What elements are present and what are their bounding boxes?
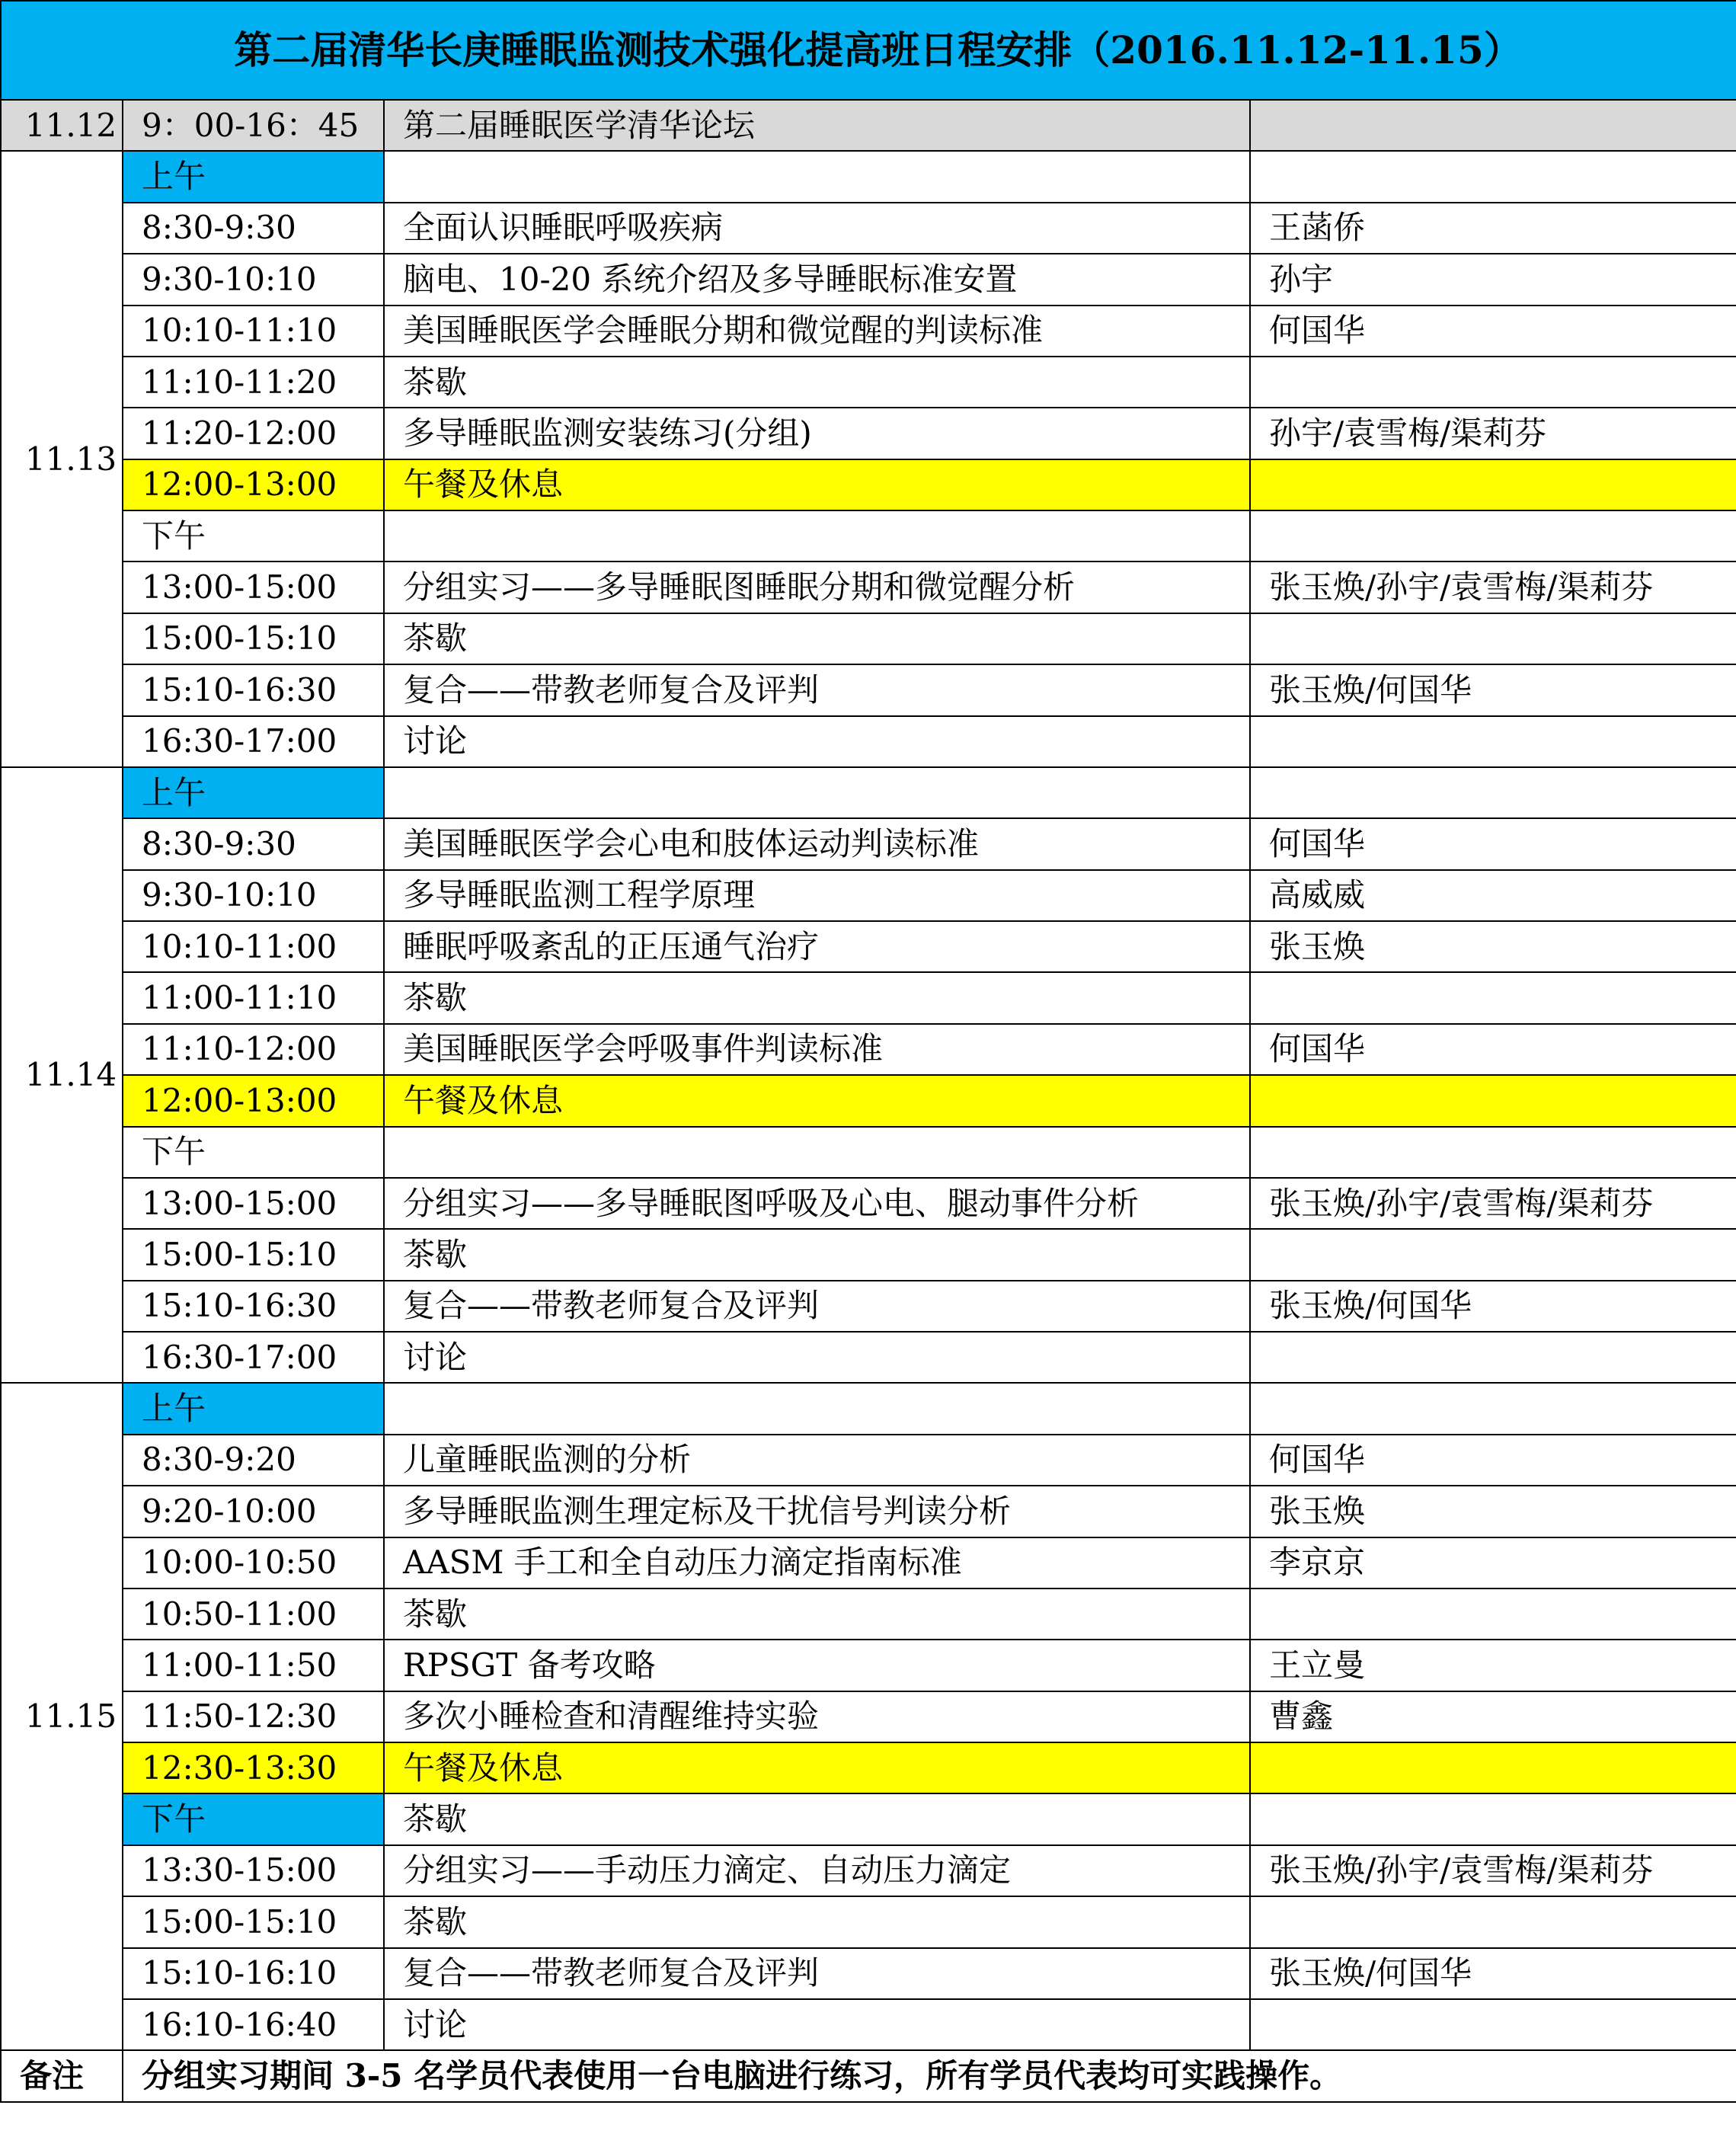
topic-cell: 脑电、10-20 系统介绍及多导睡眠标准安置 <box>384 254 1250 305</box>
forum-time: 9：00-16：45 <box>123 100 384 151</box>
schedule-row <box>1 357 1736 408</box>
note-text: 分组实习期间 3-5 名学员代表使用一台电脑进行练习，所有学员代表均可实践操作。 <box>123 2050 1736 2102</box>
topic-cell <box>384 1127 1250 1178</box>
schedule-row <box>1 459 1736 510</box>
time-slot: 12:00-13:00 <box>123 459 384 510</box>
time-slot: 12:30-13:30 <box>123 1742 384 1793</box>
schedule-row <box>1 254 1736 305</box>
time-slot: 下午 <box>123 510 384 561</box>
topic-cell: 美国睡眠医学会心电和肢体运动判读标准 <box>384 818 1250 869</box>
schedule-row <box>1 1999 1736 2050</box>
speaker-cell <box>1250 459 1736 510</box>
time-slot: 9:20-10:00 <box>123 1486 384 1537</box>
topic-cell: 茶歇 <box>384 972 1250 1023</box>
speaker-cell <box>1250 357 1736 408</box>
time-slot: 15:00-15:10 <box>123 1229 384 1280</box>
time-slot: 13:30-15:00 <box>123 1845 384 1896</box>
time-slot: 13:00-15:00 <box>123 1178 384 1229</box>
topic-cell: 多次小睡检查和清醒维持实验 <box>384 1691 1250 1742</box>
schedule-row <box>1 1948 1736 1999</box>
topic-cell: 多导睡眠监测生理定标及干扰信号判读分析 <box>384 1486 1250 1537</box>
speaker-cell: 张玉焕/孙宇/袁雪梅/渠莉芬 <box>1250 1178 1736 1229</box>
topic-cell: 讨论 <box>384 1999 1250 2050</box>
session-label: 下午 <box>123 1793 384 1844</box>
speaker-cell: 何国华 <box>1250 1024 1736 1075</box>
time-slot: 11:00-11:50 <box>123 1640 384 1691</box>
speaker-cell: 高威威 <box>1250 870 1736 921</box>
speaker-cell <box>1250 1742 1736 1793</box>
speaker-cell <box>1250 1229 1736 1280</box>
topic-cell: 美国睡眠医学会睡眠分期和微觉醒的判读标准 <box>384 306 1250 357</box>
schedule-row <box>1 613 1736 664</box>
schedule-row <box>1 1589 1736 1640</box>
speaker-cell: 张玉焕/孙宇/袁雪梅/渠莉芬 <box>1250 561 1736 613</box>
time-slot: 13:00-15:00 <box>123 561 384 613</box>
schedule-row <box>1 1435 1736 1486</box>
topic-cell: 午餐及休息 <box>384 1742 1250 1793</box>
forum-speaker <box>1250 100 1736 151</box>
time-slot: 8:30-9:30 <box>123 818 384 869</box>
speaker-cell <box>1250 972 1736 1023</box>
topic-cell: 分组实习——多导睡眠图睡眠分期和微觉醒分析 <box>384 561 1250 613</box>
time-slot: 15:10-16:30 <box>123 1281 384 1332</box>
time-slot: 11:00-11:10 <box>123 972 384 1023</box>
note-row <box>1 2050 1736 2102</box>
schedule-row <box>1 561 1736 613</box>
time-slot: 16:30-17:00 <box>123 1332 384 1383</box>
topic-cell: 茶歇 <box>384 1793 1250 1844</box>
schedule-row <box>1 1178 1736 1229</box>
topic-cell: 儿童睡眠监测的分析 <box>384 1435 1250 1486</box>
speaker-cell: 孙宇 <box>1250 254 1736 305</box>
topic-cell: 茶歇 <box>384 357 1250 408</box>
speaker-cell: 王菡侨 <box>1250 203 1736 254</box>
speaker-cell: 孙宇/袁雪梅/渠莉芬 <box>1250 408 1736 459</box>
topic-cell: 讨论 <box>384 1332 1250 1383</box>
speaker-cell: 张玉焕 <box>1250 921 1736 972</box>
time-slot: 15:00-15:10 <box>123 1896 384 1947</box>
speaker-cell: 张玉焕 <box>1250 1486 1736 1537</box>
topic-cell: 茶歇 <box>384 1896 1250 1947</box>
topic-cell <box>384 510 1250 561</box>
speaker-cell <box>1250 1589 1736 1640</box>
topic-cell: 分组实习——手动压力滴定、自动压力滴定 <box>384 1845 1250 1896</box>
time-slot: 8:30-9:20 <box>123 1435 384 1486</box>
time-slot: 15:10-16:30 <box>123 664 384 715</box>
day-date: 11.13 <box>1 151 123 767</box>
speaker-cell: 曹鑫 <box>1250 1691 1736 1742</box>
schedule-row <box>1 664 1736 715</box>
time-slot: 11:20-12:00 <box>123 408 384 459</box>
day-date: 11.14 <box>1 767 123 1384</box>
schedule-row <box>1 1793 1736 1844</box>
topic-cell: 复合——带教老师复合及评判 <box>384 1281 1250 1332</box>
topic-cell: AASM 手工和全自动压力滴定指南标准 <box>384 1537 1250 1589</box>
topic-cell <box>384 151 1250 202</box>
schedule-row <box>1 151 1736 202</box>
speaker-cell: 何国华 <box>1250 1435 1736 1486</box>
note-label: 备注 <box>1 2050 123 2102</box>
topic-cell: 复合——带教老师复合及评判 <box>384 664 1250 715</box>
speaker-cell: 张玉焕/孙宇/袁雪梅/渠莉芬 <box>1250 1845 1736 1896</box>
speaker-cell <box>1250 767 1736 818</box>
time-slot: 16:30-17:00 <box>123 716 384 767</box>
speaker-cell <box>1250 1075 1736 1126</box>
speaker-cell: 张玉焕/何国华 <box>1250 664 1736 715</box>
schedule-row <box>1 972 1736 1023</box>
time-slot: 10:50-11:00 <box>123 1589 384 1640</box>
schedule-row <box>1 767 1736 818</box>
topic-cell: 美国睡眠医学会呼吸事件判读标准 <box>384 1024 1250 1075</box>
schedule-row <box>1 408 1736 459</box>
schedule-row <box>1 1024 1736 1075</box>
topic-cell: 讨论 <box>384 716 1250 767</box>
speaker-cell <box>1250 1793 1736 1844</box>
speaker-cell: 李京京 <box>1250 1537 1736 1589</box>
schedule-row <box>1 1640 1736 1691</box>
time-slot: 12:00-13:00 <box>123 1075 384 1126</box>
speaker-cell <box>1250 1999 1736 2050</box>
time-slot: 10:10-11:10 <box>123 306 384 357</box>
schedule-row <box>1 1691 1736 1742</box>
time-slot: 15:00-15:10 <box>123 613 384 664</box>
time-slot: 11:10-11:20 <box>123 357 384 408</box>
speaker-cell <box>1250 613 1736 664</box>
speaker-cell: 何国华 <box>1250 818 1736 869</box>
topic-cell <box>384 767 1250 818</box>
topic-cell: 多导睡眠监测安装练习(分组) <box>384 408 1250 459</box>
time-slot: 9:30-10:10 <box>123 870 384 921</box>
topic-cell: 分组实习——多导睡眠图呼吸及心电、腿动事件分析 <box>384 1178 1250 1229</box>
speaker-cell <box>1250 510 1736 561</box>
schedule-row <box>1 1332 1736 1383</box>
topic-cell: 全面认识睡眠呼吸疾病 <box>384 203 1250 254</box>
schedule-row <box>1 203 1736 254</box>
forum-row <box>1 100 1736 151</box>
forum-date: 11.12 <box>1 100 123 151</box>
topic-cell: 茶歇 <box>384 1589 1250 1640</box>
speaker-cell <box>1250 151 1736 202</box>
schedule-row <box>1 1383 1736 1434</box>
topic-cell: RPSGT 备考攻略 <box>384 1640 1250 1691</box>
time-slot: 15:10-16:10 <box>123 1948 384 1999</box>
schedule-row <box>1 1896 1736 1947</box>
time-slot: 11:10-12:00 <box>123 1024 384 1075</box>
speaker-cell: 张玉焕/何国华 <box>1250 1948 1736 1999</box>
topic-cell: 午餐及休息 <box>384 459 1250 510</box>
speaker-cell: 何国华 <box>1250 306 1736 357</box>
speaker-cell <box>1250 1127 1736 1178</box>
speaker-cell: 张玉焕/何国华 <box>1250 1281 1736 1332</box>
speaker-cell: 王立曼 <box>1250 1640 1736 1691</box>
schedule-row <box>1 818 1736 869</box>
schedule-row <box>1 1281 1736 1332</box>
day-date: 11.15 <box>1 1383 123 2050</box>
topic-cell: 茶歇 <box>384 613 1250 664</box>
schedule-row <box>1 1075 1736 1126</box>
time-slot: 9:30-10:10 <box>123 254 384 305</box>
schedule-row <box>1 716 1736 767</box>
time-slot: 10:00-10:50 <box>123 1537 384 1589</box>
session-label: 上午 <box>123 151 384 202</box>
time-slot: 10:10-11:00 <box>123 921 384 972</box>
time-slot: 8:30-9:30 <box>123 203 384 254</box>
schedule-row <box>1 306 1736 357</box>
speaker-cell <box>1250 1332 1736 1383</box>
topic-cell: 睡眠呼吸紊乱的正压通气治疗 <box>384 921 1250 972</box>
schedule-row <box>1 510 1736 561</box>
topic-cell: 茶歇 <box>384 1229 1250 1280</box>
schedule-row <box>1 1486 1736 1537</box>
speaker-cell <box>1250 716 1736 767</box>
time-slot: 16:10-16:40 <box>123 1999 384 2050</box>
time-slot: 下午 <box>123 1127 384 1178</box>
session-label: 上午 <box>123 767 384 818</box>
topic-cell: 复合——带教老师复合及评判 <box>384 1948 1250 1999</box>
topic-cell: 午餐及休息 <box>384 1075 1250 1126</box>
schedule-row <box>1 1742 1736 1793</box>
schedule-row <box>1 1845 1736 1896</box>
schedule-title: 第二届清华长庚睡眠监测技术强化提高班日程安排（2016.11.12-11.15） <box>1 1 1736 100</box>
speaker-cell <box>1250 1896 1736 1947</box>
session-label: 上午 <box>123 1383 384 1434</box>
forum-topic: 第二届睡眠医学清华论坛 <box>384 100 1250 151</box>
schedule-row <box>1 921 1736 972</box>
time-slot: 11:50-12:30 <box>123 1691 384 1742</box>
schedule-row <box>1 1127 1736 1178</box>
topic-cell <box>384 1383 1250 1434</box>
schedule-row <box>1 1229 1736 1280</box>
schedule-row <box>1 870 1736 921</box>
schedule-row <box>1 1537 1736 1589</box>
topic-cell: 多导睡眠监测工程学原理 <box>384 870 1250 921</box>
speaker-cell <box>1250 1383 1736 1434</box>
